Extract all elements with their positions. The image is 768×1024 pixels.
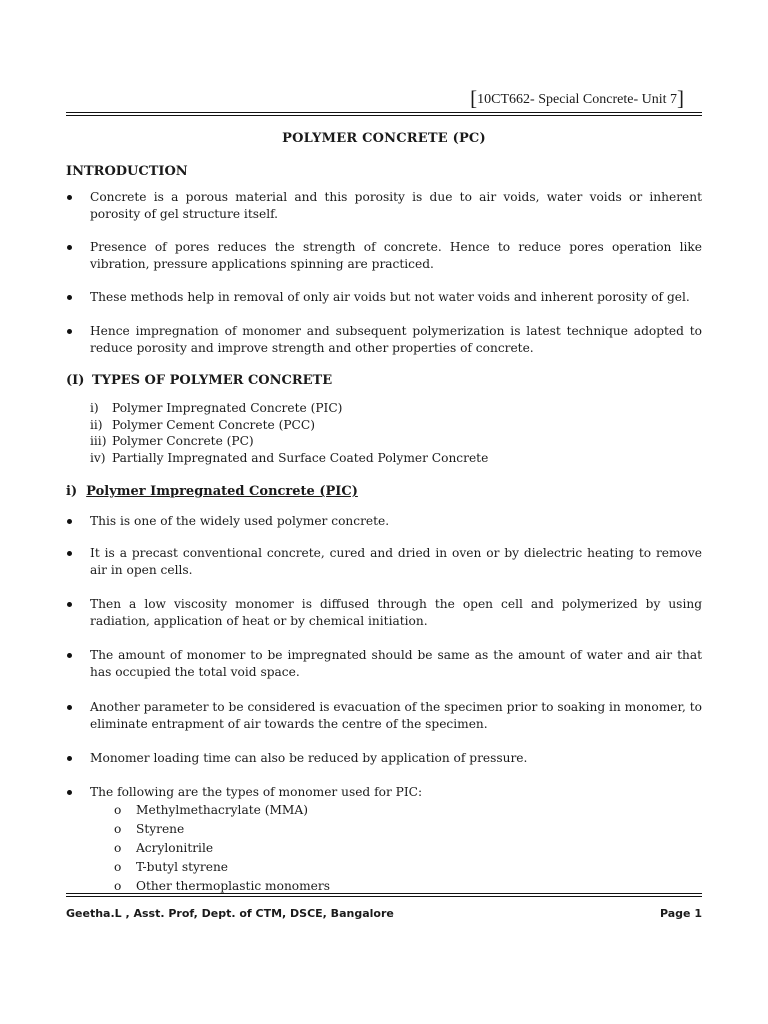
item-numeral: iii) <box>90 434 107 448</box>
sub-bullet-marker: o <box>114 841 122 855</box>
intro-bullet-text: Presence of pores reduces the strength of concrete. Hence to reduce pores operation like vibration, pressure applications spinning are practiced. <box>90 240 702 271</box>
pic-heading-label: i) <box>66 484 78 499</box>
pic-bullet-text: Monomer loading time can also be reduced by application of pressure. <box>90 751 528 765</box>
intro-bullet <box>66 239 702 273</box>
monomer-text: Methylmethacrylate (MMA) <box>136 803 308 817</box>
item-text: Polymer Impregnated Concrete (PIC) <box>112 401 343 415</box>
page-number: Page 1 <box>659 907 702 920</box>
intro-bullet-text: Concrete is a porous material and this porosity is due to air voids, water voids or inherent porosity of gel structure itself. <box>90 190 702 221</box>
sub-bullet-marker: o <box>114 860 122 874</box>
types-list-item <box>90 450 488 467</box>
pic-bullet <box>66 596 702 630</box>
pic-bullet <box>66 699 702 733</box>
pic-bullet <box>66 647 702 681</box>
monomer-item <box>114 820 330 839</box>
pic-bullet-text: Another parameter to be considered is evacuation of the specimen prior to soaking in monomer, to eliminate entrapment of air towards the centre of the specimen. <box>90 700 702 731</box>
running-footer <box>66 907 702 920</box>
pic-bullet-text: This is one of the widely used polymer concrete. <box>90 514 390 528</box>
monomer-text: Other thermoplastic monomers <box>136 879 330 893</box>
footer-rule <box>66 893 702 897</box>
introduction-heading: INTRODUCTION <box>66 164 188 179</box>
pic-bullet-text: Then a low viscosity monomer is diffused through the open cell and polymerized by using radiation, application of heat or by chemical initiation. <box>90 597 702 628</box>
footer-author: Geetha.L , Asst. Prof, Dept. of CTM, DSCE, Bangalore <box>66 907 394 920</box>
monomer-list <box>114 801 330 896</box>
document-title: POLYMER CONCRETE (PC) <box>282 131 486 146</box>
item-numeral: iv) <box>90 450 106 465</box>
sub-bullet-marker: o <box>114 879 122 893</box>
monomer-item <box>114 839 330 858</box>
monomer-text: Styrene <box>136 822 185 836</box>
pic-bullet <box>66 750 702 767</box>
monomer-text: Acrylonitrile <box>136 841 214 855</box>
pic-bullet <box>66 545 702 579</box>
sub-bullet-marker: o <box>114 803 122 817</box>
types-list-item <box>90 417 488 434</box>
item-numeral: i) <box>90 401 99 415</box>
pic-bullet-text: It is a precast conventional concrete, cured and dried in oven or by dielectric heating to remove air in open cells. <box>90 546 702 577</box>
item-numeral: ii) <box>90 417 103 432</box>
running-header <box>470 86 684 111</box>
types-heading-label: (I) <box>66 373 85 388</box>
monomer-item <box>114 858 330 877</box>
intro-bullet <box>66 189 702 223</box>
header-text: 10CT662- Special Concrete- Unit 7 <box>477 92 677 107</box>
types-list <box>90 400 488 466</box>
monomer-text: T-butyl styrene <box>136 860 229 874</box>
intro-bullet-text: These methods help in removal of only air voids but not water voids and inherent porosity of gel. <box>90 290 690 304</box>
header-rule <box>66 112 702 116</box>
header-open-bracket: [ <box>470 86 478 110</box>
pic-bullet-text: The amount of monomer to be impregnated should be same as the amount of water and air that has occupied the total void space. <box>90 648 702 679</box>
item-text: Polymer Cement Concrete (PCC) <box>112 417 315 432</box>
monomer-item <box>114 801 330 820</box>
pic-heading <box>66 484 358 499</box>
pic-bullet-text: The following are the types of monomer used for PIC: <box>90 785 423 799</box>
header-close-bracket: ] <box>677 86 684 110</box>
item-text: Polymer Concrete (PC) <box>112 434 254 448</box>
sub-bullet-marker: o <box>114 822 122 836</box>
types-heading <box>66 373 332 388</box>
intro-bullet-text: Hence impregnation of monomer and subsequent polymerization is latest technique adopted to reduce porosity and improve strength and other properties of concrete. <box>90 324 702 355</box>
pic-bullet <box>66 513 702 530</box>
intro-bullet <box>66 323 702 357</box>
types-heading-text: TYPES OF POLYMER CONCRETE <box>92 373 333 388</box>
types-list-item <box>90 433 488 450</box>
pic-bullet <box>66 784 702 801</box>
item-text: Partially Impregnated and Surface Coated Polymer Concrete <box>112 450 489 465</box>
intro-bullet <box>66 289 702 306</box>
pic-heading-text: Polymer Impregnated Concrete (PIC) <box>86 484 358 499</box>
types-list-item <box>90 400 488 417</box>
